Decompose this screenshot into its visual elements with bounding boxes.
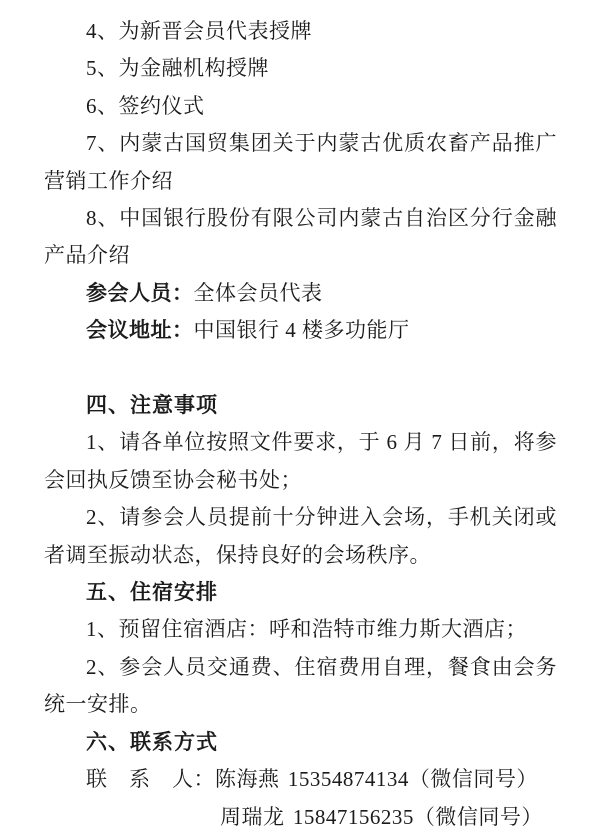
blank-line — [44, 350, 557, 387]
venue-line — [44, 312, 557, 349]
venue-label: 会议地址： — [86, 319, 194, 343]
notes-paragraph-2: 2、请参会人员提前十分钟进入会场，手机关闭或者调至振动状态，保持良好的会场秩序。 — [44, 505, 557, 567]
section-heading-contact: 六、联系方式 — [86, 730, 218, 754]
lodging-paragraph-1: 1、预留住宿酒店：呼和浩特市维力斯大酒店； — [86, 617, 527, 642]
lodging-paragraph-2: 2、参会人员交通费、住宿费用自理，餐食由会务统一安排。 — [44, 654, 557, 717]
contact-1-phone: 15354874134 — [287, 767, 409, 792]
contact-line-1 — [44, 761, 557, 798]
agenda-item-4: 4、为新晋会员代表授牌 — [86, 19, 312, 43]
agenda-item-7: 7、内蒙古国贸集团关于内蒙古优质农畜产品推广营销工作介绍 — [44, 131, 557, 193]
contact-line-2 — [44, 799, 557, 836]
attendees-label: 参会人员： — [86, 281, 194, 305]
contact-2-name: 周瑞龙 — [220, 804, 285, 829]
agenda-item-8: 8、中国银行股份有限公司内蒙古自治区分行金融产品介绍 — [44, 206, 557, 268]
contact-label: 联 系 人： — [86, 767, 215, 792]
contact-2-phone: 15847156235 — [292, 804, 414, 829]
venue-value: 中国银行 4 楼多功能厅 — [193, 318, 410, 343]
contact-1-note: （微信同号） — [408, 767, 538, 792]
section-heading-lodging: 五、住宿安排 — [86, 581, 218, 605]
contact-1-name: 陈海燕 — [215, 767, 280, 792]
attendees-line — [44, 275, 557, 312]
agenda-item-5: 5、为金融机构授牌 — [86, 56, 269, 81]
agenda-item-6: 6、签约仪式 — [86, 93, 205, 118]
section-heading-notes: 四、注意事项 — [86, 394, 218, 418]
notes-paragraph-1: 1、请各单位按照文件要求，于 6 月 7 日前，将参会回执反馈至协会秘书处； — [44, 430, 557, 492]
contact-2-note: （微信同号） — [413, 804, 543, 829]
attendees-value: 全体会员代表 — [193, 280, 323, 305]
